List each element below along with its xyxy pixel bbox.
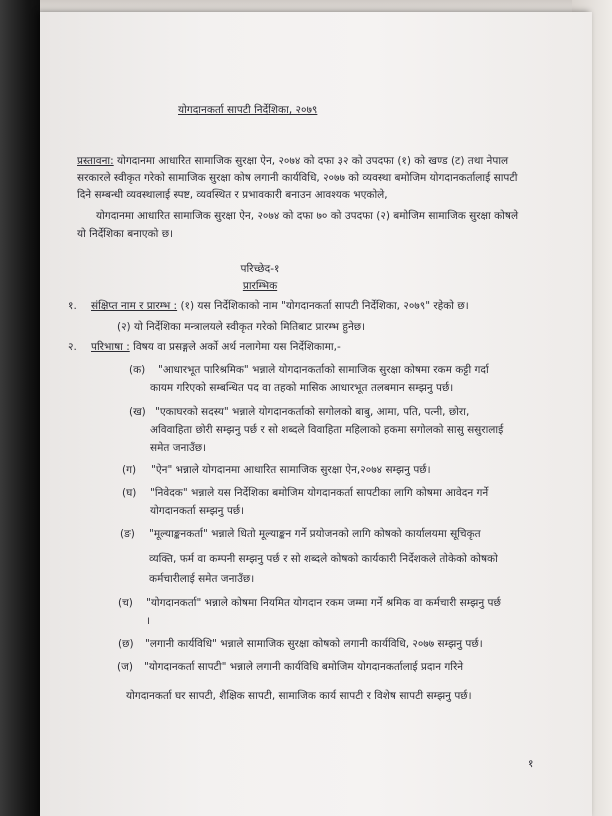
document-title: योगदानकर्ता सापटी निर्देशिका, २०७९ (178, 104, 318, 116)
chapter-title: प्रारम्भिक (242, 280, 278, 292)
definition-line: "लगानी कार्यविधि" भन्नाले सामाजिक सुरक्षा कोषको लगानी कार्यविधि, २०७७ सम्झनु पर्छ। (145, 638, 483, 650)
definition-line: "एकाघरको सदस्य" भन्नाले योगदानकर्ताको सगोलको बाबु, आमा, पति, पत्नी, छोरा, (155, 406, 470, 418)
section-2-intro: विषय वा प्रसङ्गले अर्को अर्थ नलागेमा यस निर्देशिकामा,- (133, 341, 341, 353)
definition-mark: (ङ) (120, 528, 135, 540)
definition-mark: (ख) (129, 406, 146, 418)
page-number: १ (528, 758, 534, 770)
chapter-number: परिच्छेद-१ (240, 263, 280, 275)
definition-line: व्यक्ति, फर्म वा कम्पनी सम्झनु पर्छ र सो शब्दले कोषको कार्यकारी निर्देशकले तोकेको कोषको (149, 553, 498, 565)
section-2-line (91, 340, 341, 354)
preamble-text: योगदानमा आधारित सामाजिक सुरक्षा ऐन, २०७४ को दफा ३२ को उपदफा (१) को खण्ड (ट) तथा नेपाल (117, 155, 509, 167)
definition-line: योगदानकर्ता सम्झनु पर्छ। (150, 505, 245, 517)
definition-line: "मूल्याङ्कनकर्ता" भन्नाले धितो मूल्याङ्कन गर्ने प्रयोजनको लागि कोषको कार्यालयमा सूचिकृत (149, 528, 481, 540)
definition-line: कर्मचारीलाई समेत जनाउँछ। (149, 573, 255, 585)
definition-line: "ऐन" भन्नाले योगदानमा आधारित सामाजिक सुरक्षा ऐन,२०७४ सम्झनु पर्छ। (151, 464, 431, 476)
definition-mark: (ज) (117, 661, 133, 673)
definition-mark: (क) (129, 364, 146, 376)
preamble-line-5: यो निर्देशिका बनाएको छ। (77, 228, 174, 240)
preamble-line-2: सरकारले स्वीकृत गरेको सामाजिक सुरक्षा कोष लगानी कार्यविधि, २०७७ को व्यवस्था बमोजिम योगदानकर्तालाई सापटी (77, 172, 518, 184)
section-1-text: (१) यस निर्देशिकाको नाम "योगदानकर्ता सापटी निर्देशिका, २०७९" रहेको छ। (180, 300, 469, 312)
section-1-subclause-2: (२) यो निर्देशिका मन्त्रालयले स्वीकृत गरेको मितिबाट प्रारम्भ हुनेछ। (117, 321, 366, 333)
definition-line: "निवेदक" भन्नाले यस निर्देशिका बमोजिम योगदानकर्ता सापटीका लागि कोषमा आवेदन गर्ने (150, 487, 489, 499)
definition-line: "आधारभूत पारिश्रमिक" भन्नाले योगदानकर्ताको सामाजिक सुरक्षा कोषमा रकम कट्टी गर्दा (158, 364, 489, 376)
definition-line: "योगदानकर्ता" भन्नाले कोषमा नियमित योगदान रकम जम्मा गर्ने श्रमिक वा कर्मचारी सम्झनु पर्छ (146, 597, 501, 609)
section-1-heading: संक्षिप्त नाम र प्रारम्भ : (91, 300, 178, 312)
definition-mark: (छ) (118, 638, 134, 650)
preamble-line-1 (77, 154, 508, 168)
definition-mark: (घ) (122, 487, 137, 499)
preamble-line-4: योगदानमा आधारित सामाजिक सुरक्षा ऐन, २०७४ को दफा ७० को उपदफा (२) बमोजिम सामाजिक सुरक्षा कोषले (96, 210, 519, 222)
definition-line: "योगदानकर्ता सापटी" भन्नाले लगानी कार्यविधि बमोजिम योगदानकर्तालाई प्रदान गरिने (144, 661, 464, 673)
definition-line: योगदानकर्ता घर सापटी, शैक्षिक सापटी, सामाजिक कार्य सापटी र विशेष सापटी सम्झनु पर्छ। (126, 690, 472, 702)
binder-edge (0, 0, 40, 816)
preamble-line-3: दिने सम्बन्धी व्यवस्थालाई स्पष्ट, व्यवस्थित र प्रभावकारी बनाउन आवश्यक भएकोले, (77, 189, 388, 201)
definition-line: समेत जनाउँछ। (150, 442, 207, 454)
definition-line: कायम गरिएको सम्बन्धित पद वा तहको मासिक आधारभूत तलबमान सम्झनु पर्छ। (150, 382, 454, 394)
definition-mark: (च) (118, 597, 133, 609)
preamble-label: प्रस्तावना: (77, 155, 114, 167)
definition-mark: (ग) (122, 464, 137, 476)
section-1-line (91, 299, 469, 313)
definition-line: अविवाहिता छोरी सम्झनु पर्छ र सो शब्दले विवाहिता महिलाको हकमा सगोलको सासु ससुरालाई (150, 424, 504, 436)
section-2-number: २. (68, 341, 77, 353)
definition-line: । (146, 615, 150, 627)
section-2-heading: परिभाषा : (91, 341, 130, 353)
section-1-number: १. (68, 300, 77, 312)
